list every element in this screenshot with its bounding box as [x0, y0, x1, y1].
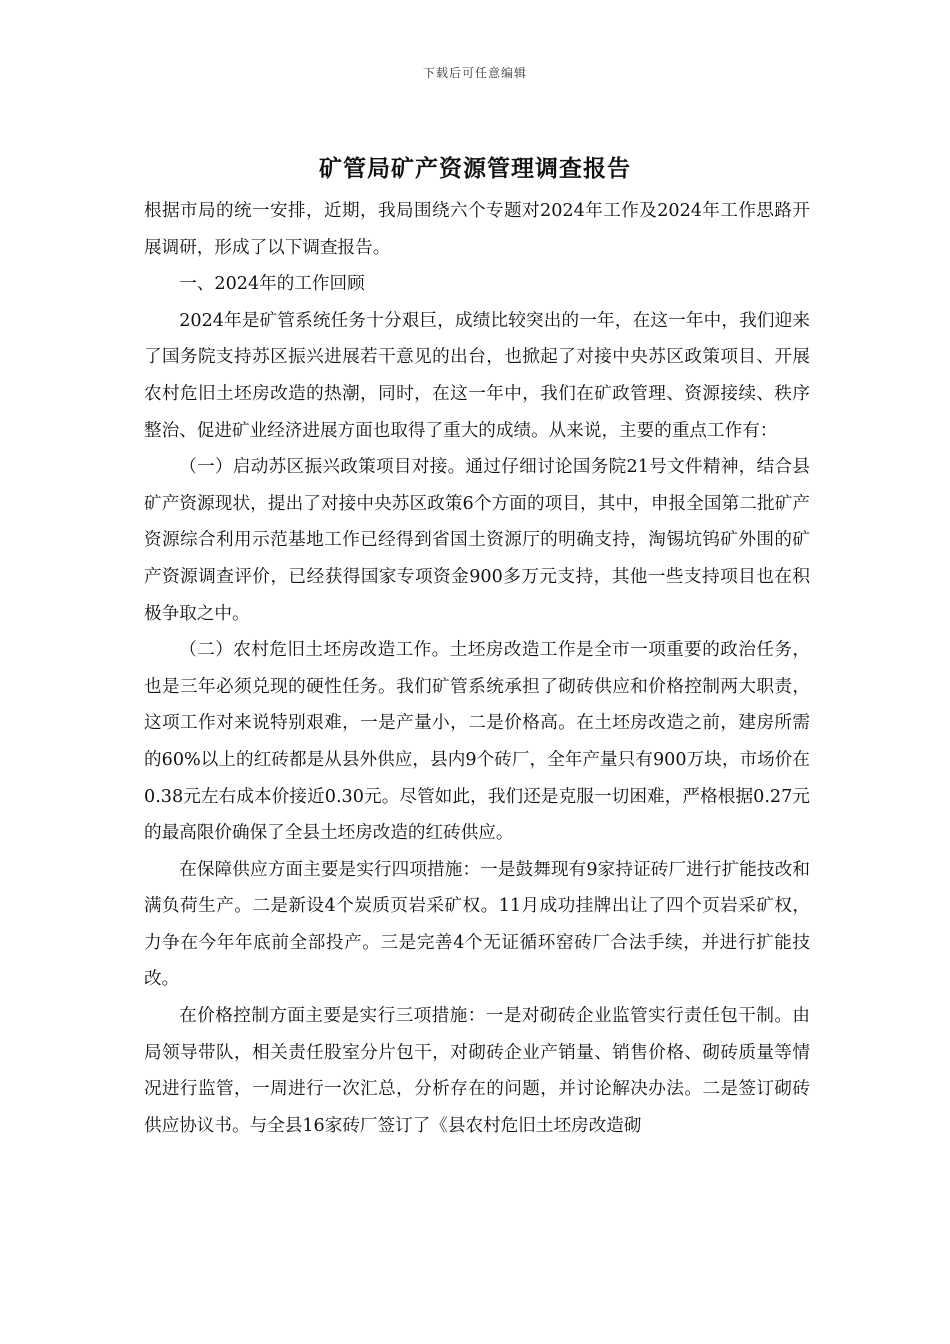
paragraph-intro: 根据市局的统一安排，近期，我局围绕六个专题对2024年工作及2024年工作思路开展调研，形成了以下调查报告。 [144, 201, 810, 258]
paragraph: 2024年是矿管系统任务十分艰巨，成绩比较突出的一年，在这一年中，我们迎来了国务院支持苏区振兴进展若干意见的出台，也掀起了对接中央苏区政策项目、开展农村危旧土坯房改造的热潮，同时，在这一年中，我们在矿政管理、资源接续、秩序整治、促进矿业经济进展方面也取得了重大的成绩。从来说，主要的重点工作有： [144, 310, 810, 441]
document-body [144, 193, 810, 1144]
section-heading: 一、2024年的工作回顾 [179, 274, 365, 295]
document-title: 矿管局矿产资源管理调查报告 [319, 155, 631, 182]
paragraph: 在保障供应方面主要是实行四项措施：一是鼓舞现有9家持证砖厂进行扩能技改和满负荷生产。二是新设4个炭质页岩采矿权。11月成功挂牌出让了四个页岩采矿权，力争在今年年底前全部投产。三是完善4个无证循环窑砖厂合法手续，并进行扩能技改。 [144, 859, 810, 990]
header-note: 下载后可任意编辑 [422, 66, 527, 80]
paragraph: 在价格控制方面主要是实行三项措施：一是对砌砖企业监管实行责任包干制。由局领导带队，相关责任股室分片包干，对砌砖企业产销量、销售价格、砌砖质量等情况进行监管，一周进行一次汇总，分析存在的问题，并讨论解决办法。二是签订砌砖供应协议书。与全县16家砖厂签订了《县农村危旧土坯房改造砌 [144, 1006, 810, 1136]
paragraph: （二）农村危旧土坯房改造工作。土坯房改造工作是全市一项重要的政治任务，也是三年必须兑现的硬性任务。我们矿管系统承担了砌砖供应和价格控制两大职责，这项工作对来说特别艰难，一是产量小，二是价格高。在土坯房改造之前，建房所需的60%以上的红砖都是从县外供应，县内9个砖厂，全年产量只有900万块，市场价在0.38元左右成本价接近0.30元。尽管如此，我们还是克服一切困难，严格根据0.27元的最高限价确保了全县土坯房改造的红砖供应。 [144, 640, 810, 844]
paragraph: （一）启动苏区振兴政策项目对接。通过仔细讨论国务院21号文件精神，结合县矿产资源现状，提出了对接中央苏区政策6个方面的项目，其中，申报全国第二批矿产资源综合利用示范基地工作已经得到省国土资源厅的明确支持，淘锡坑钨矿外围的矿产资源调查评价，已经获得国家专项资金900多万元支持，其他一些支持项目也在积极争取之中。 [144, 457, 810, 624]
